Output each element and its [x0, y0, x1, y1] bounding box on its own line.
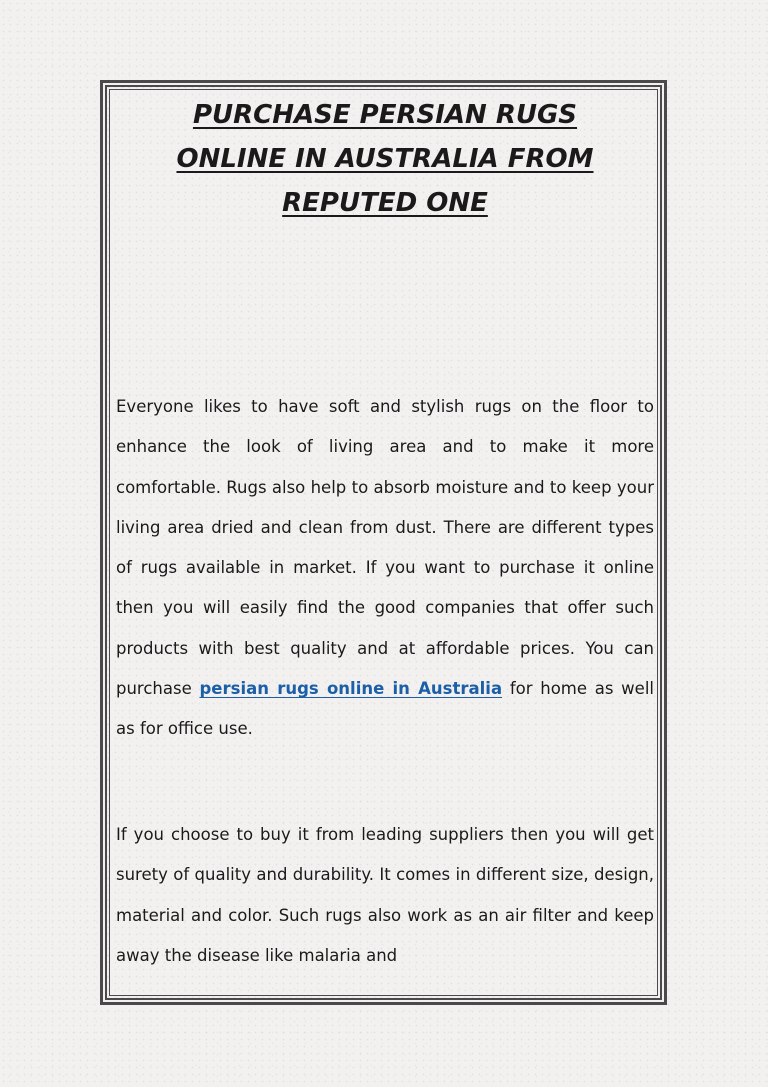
paragraph-1-tail: for home as well as for office use. [116, 679, 654, 739]
paragraph-2: If you choose to buy it from leading suppliers then you will get surety of quality and durability. It comes in different size, design, material and color. Such rugs also work as an air filter and keep away the disease like malaria and [116, 825, 654, 965]
title-line-3: REPUTED ONE [282, 188, 488, 218]
document-title [130, 93, 640, 225]
title-line-2: ONLINE IN AUSTRALIA FROM [176, 144, 594, 174]
paragraph-1 [116, 387, 654, 750]
paragraph-1-text: Everyone likes to have soft and stylish rugs on the floor to enhance the look of living area and to make it more comfortable. Rugs also help to absorb moisture and to keep your living area dried and clean from dust. There are different types of rugs available in market. If you want to purchase it online then you will easily find the good companies that offer such products with best quality and at affordable prices. You can purchase [116, 397, 654, 699]
title-line-1: PURCHASE PERSIAN RUGS [192, 100, 578, 130]
persian-rugs-link[interactable]: persian rugs online in Australia [199, 679, 503, 699]
